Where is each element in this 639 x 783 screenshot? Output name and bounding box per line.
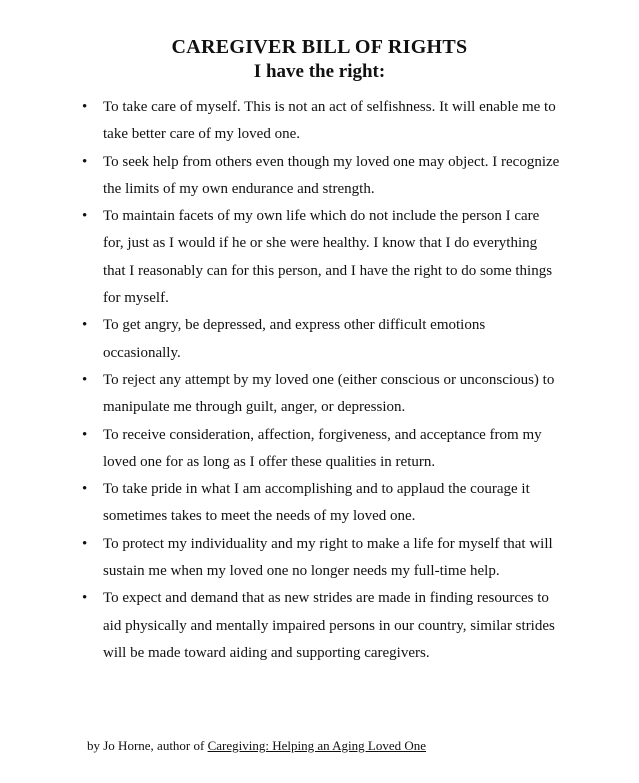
list-item <box>78 367 560 422</box>
list-item <box>78 94 560 149</box>
rights-list <box>78 94 560 667</box>
right-text: To seek help from others even though my loved one may object. I recognize the limits of my own endurance and strength. <box>103 153 560 197</box>
bullet-icon: • <box>82 535 88 552</box>
right-text: To get angry, be depressed, and express other difficult emotions occasionally. <box>103 317 486 361</box>
list-item <box>78 531 560 586</box>
right-text: To take care of myself. This is not an act of selfishness. It will enable me to take better care of my loved one. <box>103 99 556 143</box>
bullet-icon: • <box>82 317 88 334</box>
bullet-icon: • <box>82 371 88 388</box>
page-subtitle: I have the right: <box>253 61 386 82</box>
list-item <box>78 422 560 477</box>
bullet-icon: • <box>82 481 88 498</box>
right-text: To reject any attempt by my loved one (either conscious or unconscious) to manipulate me through guilt, anger, or depression. <box>103 371 555 416</box>
bullet-icon: • <box>82 99 88 115</box>
list-item <box>78 312 560 367</box>
page-title: CAREGIVER BILL OF RIGHTS <box>171 36 468 58</box>
bullet-icon: • <box>82 426 88 443</box>
right-text: To take pride in what I am accomplishing and to applaud the courage it sometimes takes to meet the needs of my loved one. <box>103 481 530 525</box>
attribution <box>87 737 426 755</box>
book-title-link[interactable]: Caregiving: Helping an Aging Loved One <box>207 738 427 753</box>
bullet-icon: • <box>82 208 88 225</box>
list-item <box>78 585 560 667</box>
attribution-prefix: by Jo Horne, author of <box>87 738 208 753</box>
list-item <box>78 203 560 312</box>
list-item <box>78 149 560 204</box>
right-text: To expect and demand that as new strides are made in finding resources to aid physically and mentally impaired persons in our country, similar strides will be made toward aiding and supporting caregivers. <box>103 590 555 661</box>
right-text: To maintain facets of my own life which do not include the person I care for, just as I would if he or she were healthy. I know that I do everything that I reasonably can for this person, and I have the right to do some things for myself. <box>103 208 553 307</box>
bullet-icon: • <box>82 590 88 607</box>
right-text: To protect my individuality and my right to make a life for myself that will sustain me when my loved one no longer needs my full-time help. <box>103 535 553 580</box>
right-text: To receive consideration, affection, forgiveness, and acceptance from my loved one for as long as I offer these qualities in return. <box>103 426 542 470</box>
list-item <box>78 476 560 531</box>
bullet-icon: • <box>82 153 88 170</box>
